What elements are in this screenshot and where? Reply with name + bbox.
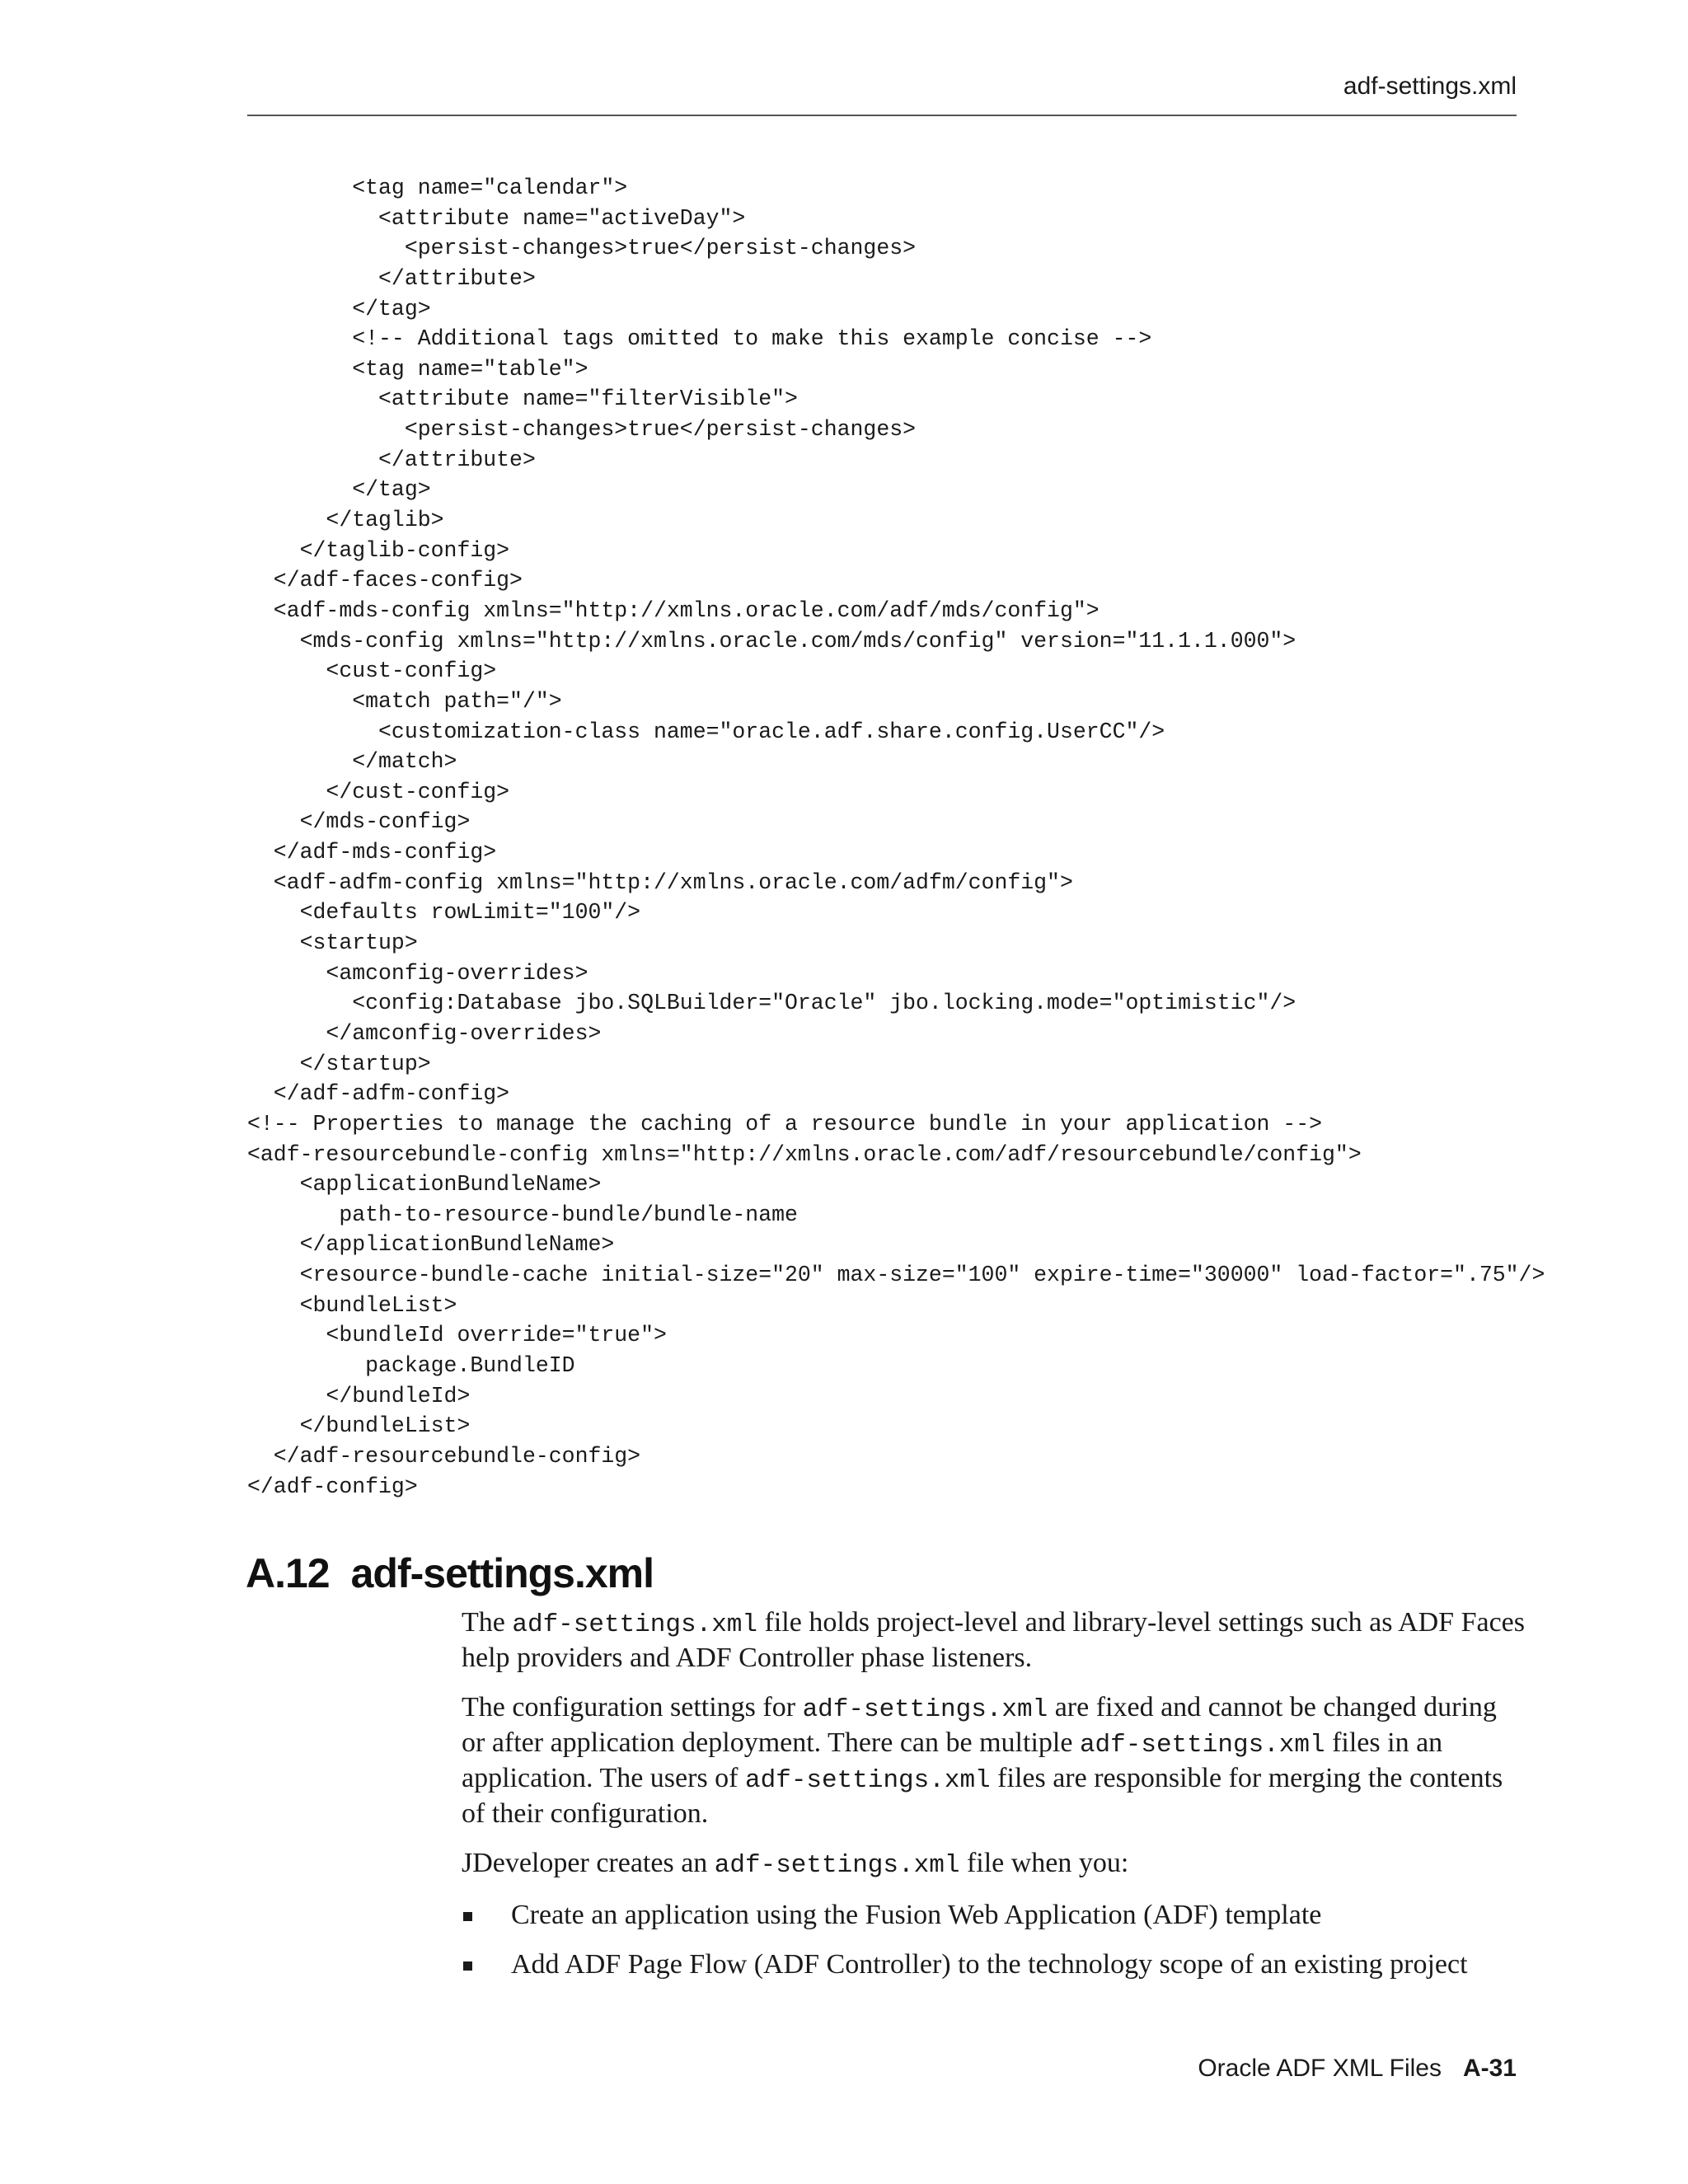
code-line: </startup> [247,1051,431,1076]
running-header [247,73,1517,101]
running-header-title: adf-settings.xml [1343,73,1517,100]
code-line: package.BundleID [247,1352,575,1378]
code-line: </bundleList> [247,1413,471,1439]
bullet-square-icon [463,1961,472,1971]
code-line: <!-- Additional tags omitted to make this example concise --> [247,326,1152,352]
code-line: </cust-config> [247,779,510,804]
code-line: </attribute> [247,265,536,291]
page-number: A-31 [1462,2055,1517,2082]
code-line: <applicationBundleName> [247,1172,602,1197]
bullet-list [462,1899,1525,1981]
code-line: <config:Database jbo.SQLBuilder="Oracle" jbo.locking.mode="optimistic"/> [247,991,1296,1016]
code-line: <bundleId override="true"> [247,1323,667,1348]
code-line: </taglib-config> [247,537,510,563]
code-line: <adf-adfm-config xmlns="http://xmlns.oracle.com/adfm/config"> [247,869,1073,895]
code-line: <cust-config> [247,658,497,684]
inline-code: adf-settings.xml [802,1695,1048,1724]
code-line: </taglib> [247,508,444,533]
code-line: </tag> [247,296,431,321]
code-line: </adf-adfm-config> [247,1081,510,1107]
code-line: <adf-mds-config xmlns="http://xmlns.oracle.com/adf/mds/config"> [247,598,1100,623]
code-line: <customization-class name="oracle.adf.share.config.UserCC"/> [247,719,1165,744]
section-title-text: adf-settings.xml [350,1550,654,1596]
section-heading [246,1549,654,1597]
code-line: <defaults rowLimit="100"/> [247,900,641,926]
code-line: <tag name="table"> [247,356,588,382]
code-line: <startup> [247,930,418,956]
code-line: <!-- Properties to manage the caching of a resource bundle in your application --> [247,1111,1323,1137]
code-line: </adf-faces-config> [247,568,523,593]
inline-code: adf-settings.xml [512,1610,758,1639]
bullet-item: Create an application using the Fusion Web Application (ADF) template [462,1899,1525,1932]
code-line: <attribute name="filterVisible"> [247,387,798,412]
footer-book-title: Oracle ADF XML Files [1198,2055,1442,2082]
paragraph-intro: The adf-settings.xml file holds project-level and library-level settings such as ADF Faces help providers and ADF Controller phase listeners. [462,1607,1525,1673]
code-line: <amconfig-overrides> [247,960,588,986]
code-line: </applicationBundleName> [247,1232,615,1258]
code-line: path-to-resource-bundle/bundle-name [247,1202,798,1227]
paragraph-jdeveloper: JDeveloper creates an adf-settings.xml file when you: [462,1848,1129,1880]
code-line: <tag name="calendar"> [247,176,628,200]
inline-code: adf-settings.xml [745,1766,991,1795]
code-line: <match path="/"> [247,688,562,714]
code-line: </amconfig-overrides> [247,1020,602,1046]
code-line: <persist-changes>true</persist-changes> [247,417,917,443]
paragraph-configuration: The configuration settings for adf-settings.xml are fixed and cannot be changed during or after application deployment. There can be multiple adf-settings.xml files in an application. The users of adf-settings.xml files are responsible for merging the contents of their configuration. [462,1692,1503,1829]
code-line: </adf-config> [247,1474,418,1499]
page-footer [247,2055,1517,2083]
code-line: </attribute> [247,447,536,472]
code-line: </adf-mds-config> [247,840,497,865]
code-line: </mds-config> [247,809,471,835]
inline-code: adf-settings.xml [714,1851,960,1880]
bullet-square-icon [463,1912,472,1921]
code-line: </bundleId> [247,1383,471,1408]
code-line: </adf-resourcebundle-config> [247,1443,641,1469]
code-example [247,173,1545,1502]
code-line: <mds-config xmlns="http://xmlns.oracle.com/mds/config" version="11.1.1.000"> [247,628,1296,654]
inline-code: adf-settings.xml [1079,1731,1325,1760]
code-line: <resource-bundle-cache initial-size="20" max-size="100" expire-time="30000" load-factor=".75"/> [247,1263,1545,1288]
section-number: A.12 [246,1550,330,1596]
code-line: <adf-resourcebundle-config xmlns="http://xmlns.oracle.com/adf/resourcebundle/config"> [247,1141,1362,1167]
bullet-item: Add ADF Page Flow (ADF Controller) to the technology scope of an existing project [462,1948,1525,1981]
code-line: <bundleList> [247,1292,457,1318]
code-line: <attribute name="activeDay"> [247,205,746,231]
section-body [462,1606,1525,1998]
code-line: </tag> [247,477,431,503]
code-line: </match> [247,749,457,775]
code-line: <persist-changes>true</persist-changes> [247,236,917,261]
header-rule [247,115,1517,116]
